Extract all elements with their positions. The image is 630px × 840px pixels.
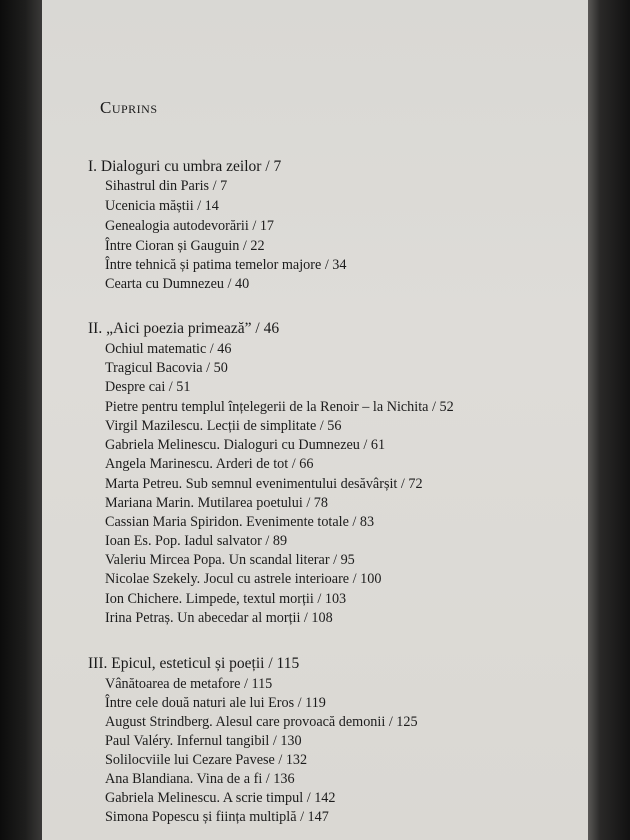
toc-entry: Nicolae Szekely. Jocul cu astrele interioare / 100	[105, 571, 382, 587]
book-gutter-shadow	[0, 0, 42, 840]
section-title-1: I. Dialoguri cu umbra zeilor / 7	[88, 158, 282, 175]
toc-entry: Valeriu Mircea Popa. Un scandal literar / 95	[105, 552, 355, 568]
toc-entry: Între cele două naturi ale lui Eros / 119	[105, 695, 326, 711]
toc-entry: Între tehnică și patima temelor majore / 34	[105, 257, 347, 273]
section-title-2: II. „Aici poezia primează” / 46	[88, 320, 280, 337]
toc-entry: Pietre pentru templul înțelegerii de la Renoir – la Nichita / 52	[105, 399, 454, 415]
facing-page-edge	[584, 0, 630, 840]
toc-entry: Despre cai / 51	[105, 379, 191, 395]
toc-entry: Genealogia autodevorării / 17	[105, 218, 275, 234]
toc-entry: Angela Marinescu. Arderi de tot / 66	[105, 456, 314, 472]
section-title-3: III. Epicul, esteticul și poeții / 115	[88, 655, 300, 672]
toc-entry: Ucenicia măștii / 14	[105, 198, 219, 214]
toc-entry: Gabriela Melinescu. Dialoguri cu Dumnezeu / 61	[105, 437, 386, 453]
toc-entry: Simona Popescu și ființa multiplă / 147	[105, 809, 329, 825]
toc-entry: Ana Blandiana. Vina de a fi / 136	[105, 771, 295, 787]
book-page	[42, 0, 588, 840]
toc-entry: Gabriela Melinescu. A scrie timpul / 142	[105, 790, 336, 806]
toc-entry: Paul Valéry. Infernul tangibil / 130	[105, 733, 302, 749]
toc-entry: Marta Petreu. Sub semnul evenimentului desăvârșit / 72	[105, 476, 423, 492]
page-heading: Cuprins	[100, 98, 158, 117]
toc-entry: Cearta cu Dumnezeu / 40	[105, 276, 250, 292]
toc-entry: Irina Petraș. Un abecedar al morții / 108	[105, 610, 333, 626]
toc-entry: Între Cioran și Gauguin / 22	[105, 238, 265, 254]
toc-entry: Mariana Marin. Mutilarea poetului / 78	[105, 495, 328, 511]
toc-entry: Ochiul matematic / 46	[105, 341, 232, 357]
toc-entry: Solilocviile lui Cezare Pavese / 132	[105, 752, 308, 768]
toc-entry: Vânătoarea de metafore / 115	[105, 676, 273, 692]
toc-entry: Ioan Es. Pop. Iadul salvator / 89	[105, 533, 288, 549]
toc-entry: Cassian Maria Spiridon. Evenimente totale / 83	[105, 514, 375, 530]
toc-entry: Sihastrul din Paris / 7	[105, 178, 228, 194]
toc-entry: August Strindberg. Alesul care provoacă demonii / 125	[105, 714, 418, 730]
toc-entry: Tragicul Bacovia / 50	[105, 360, 228, 376]
toc-entry: Virgil Mazilescu. Lecții de simplitate / 56	[105, 418, 342, 434]
toc-entry: Ion Chichere. Limpede, textul morții / 103	[105, 591, 347, 607]
